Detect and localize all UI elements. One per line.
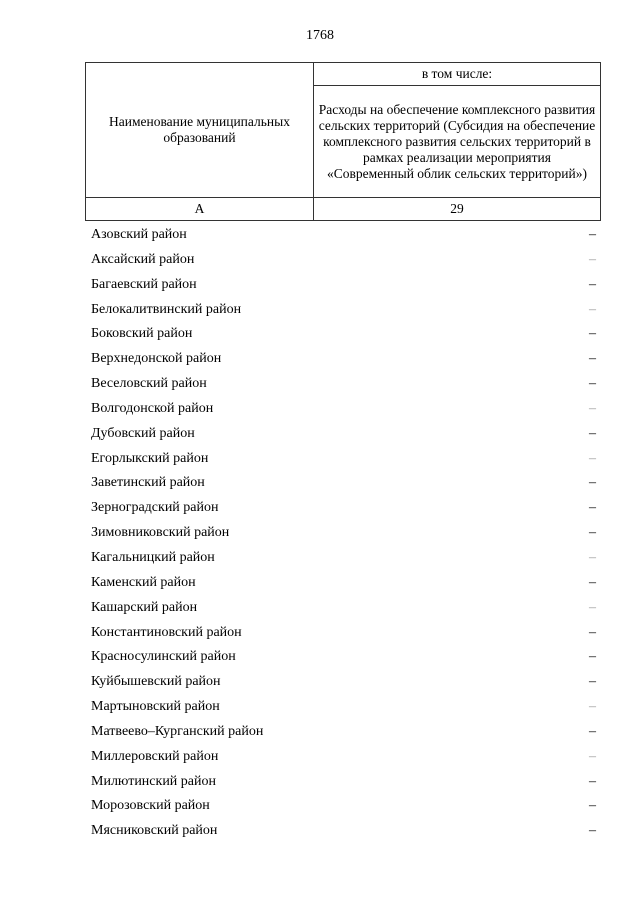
table-row: [0, 298, 640, 323]
table-row: [0, 695, 640, 720]
table-row: [0, 248, 640, 273]
table-row: [0, 447, 640, 472]
municipality-name: Зерноградский район: [91, 500, 219, 516]
table-row: [0, 496, 640, 521]
table-row: [0, 571, 640, 596]
table-header: [85, 62, 601, 221]
row-value: –: [589, 251, 596, 267]
row-value: –: [589, 326, 596, 342]
column-code-value: 29: [314, 198, 601, 221]
table-row: [0, 770, 640, 795]
table-row: [0, 621, 640, 646]
table-row: [0, 397, 640, 422]
municipality-name: Егорлыкский район: [91, 450, 209, 466]
table-row: [0, 521, 640, 546]
row-value: –: [589, 649, 596, 665]
municipality-name: Заветинский район: [91, 475, 205, 491]
table-row: [0, 745, 640, 770]
municipality-name: Куйбышевский район: [91, 674, 221, 690]
table-row: [0, 471, 640, 496]
table-row: [0, 322, 640, 347]
row-value: –: [589, 773, 596, 789]
table-body: [0, 223, 640, 844]
column-header-description: Расходы на обеспечение комплексного развития сельских территорий (Субсидия на обеспечение комплексного развития сельских территорий в рамках реализации мероприятия «Современный облик сельских территорий»): [314, 86, 601, 198]
column-header-name: Наименование муниципальных образований: [86, 63, 314, 198]
table-row: [0, 223, 640, 248]
row-value: –: [589, 475, 596, 491]
row-value: –: [589, 699, 596, 715]
row-value: –: [589, 549, 596, 565]
row-value: –: [589, 376, 596, 392]
row-value: –: [589, 301, 596, 317]
row-value: –: [589, 425, 596, 441]
municipality-name: Кагальницкий район: [91, 549, 215, 565]
row-value: –: [589, 723, 596, 739]
table-row: [0, 372, 640, 397]
row-value: –: [589, 400, 596, 416]
table-row: [0, 546, 640, 571]
municipality-name: Белокалитвинский район: [91, 301, 242, 317]
table-row: [0, 596, 640, 621]
table-row: [0, 794, 640, 819]
table-row: [0, 720, 640, 745]
table-row: [0, 645, 640, 670]
municipality-name: Каменский район: [91, 574, 196, 590]
page-number: 1768: [306, 28, 334, 43]
column-group-label: в том числе:: [314, 63, 601, 86]
municipality-name: Верхнедонской район: [91, 351, 222, 367]
municipality-name: Константиновский район: [91, 624, 242, 640]
municipality-name: Азовский район: [91, 227, 187, 242]
row-value: –: [589, 525, 596, 541]
municipality-name: Красносулинский район: [91, 649, 236, 665]
row-value: –: [589, 798, 596, 814]
municipality-name: Зимовниковский район: [91, 525, 230, 541]
row-value: –: [589, 450, 596, 466]
municipality-name: Боковский район: [91, 326, 193, 342]
row-value: –: [589, 500, 596, 516]
municipality-name: Милютинский район: [91, 773, 217, 789]
municipality-name: Дубовский район: [91, 425, 195, 441]
row-value: –: [589, 227, 596, 242]
municipality-name: Аксайский район: [91, 251, 195, 267]
municipality-name: Мартыновский район: [91, 699, 220, 715]
row-value: –: [589, 574, 596, 590]
municipality-name: Кашарский район: [91, 599, 198, 615]
row-value: –: [589, 599, 596, 615]
table-row: [0, 422, 640, 447]
municipality-name: Морозовский район: [91, 798, 210, 814]
column-code-name: А: [86, 198, 314, 221]
row-value: –: [589, 351, 596, 367]
municipality-name: Миллеровский район: [91, 748, 219, 764]
table-row: [0, 273, 640, 298]
municipality-name: Мясниковский район: [91, 823, 218, 839]
row-value: –: [589, 823, 596, 839]
row-value: –: [589, 624, 596, 640]
table-row: [0, 819, 640, 844]
municipality-name: Веселовский район: [91, 376, 207, 392]
row-value: –: [589, 748, 596, 764]
municipality-name: Багаевский район: [91, 276, 197, 292]
table-row: [0, 347, 640, 372]
municipality-name: Матвеево–Курганский район: [91, 723, 264, 739]
table-row: [0, 670, 640, 695]
row-value: –: [589, 276, 596, 292]
row-value: –: [589, 674, 596, 690]
municipality-name: Волгодонской район: [91, 400, 214, 416]
